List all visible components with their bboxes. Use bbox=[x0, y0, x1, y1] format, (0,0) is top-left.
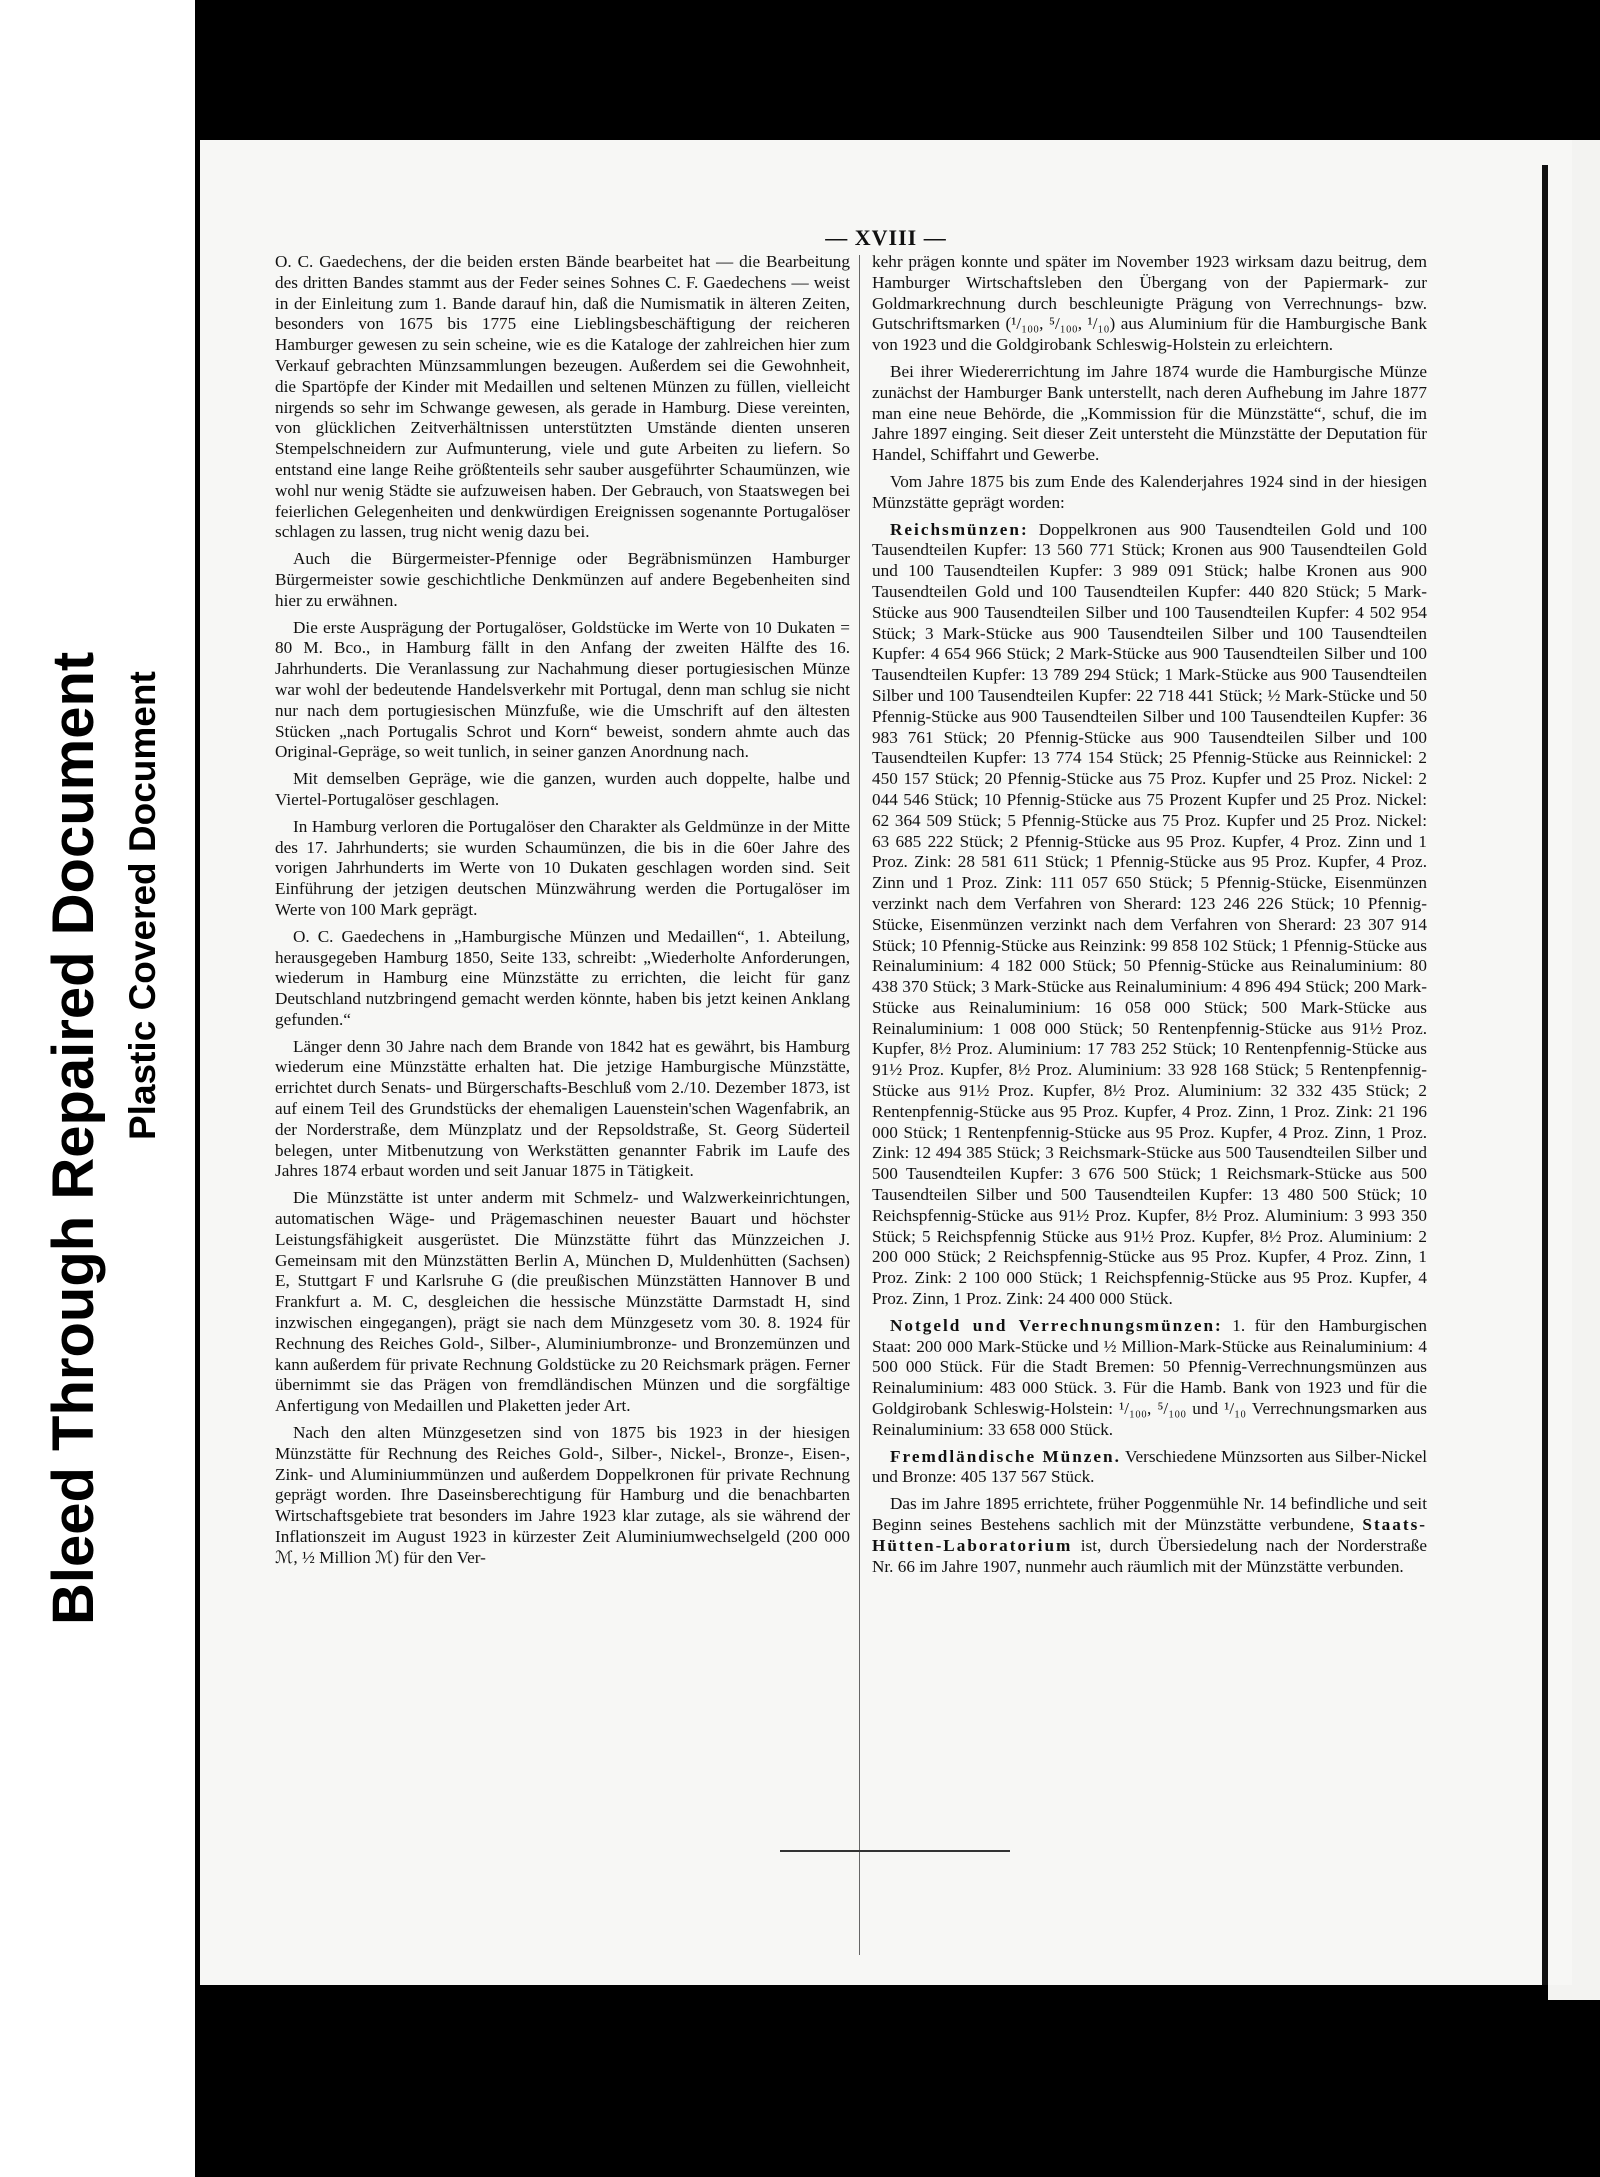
fremd-paragraph bbox=[872, 1447, 1427, 1489]
laboratorium-name: Staats-Hütten-Laboratorium bbox=[872, 1515, 1427, 1555]
paragraph: Vom Jahre 1875 bis zum Ende des Kalenderjahres 1924 sind in der hiesigen Münzstätte geprägt worden: bbox=[872, 471, 1427, 512]
section-heading: Fremdländische Münzen. bbox=[890, 1446, 1121, 1466]
paragraph: Auch die Bürgermeister-Pfennige oder Begräbnismünzen Hamburger Bürgermeister sowie geschichtliche Denkmünzen auf andere Begebenheiten sind hier zu erwähnen. bbox=[275, 549, 850, 610]
section-body: Doppelkronen aus 900 Tausendteilen Gold und 100 Tausendteilen Kupfer: 13 560 771 Stück; Kronen aus 900 Tausendteilen Gold und 100 Tausendteilen Kupfer: 3 989 091 Stück; halbe Kronen aus 900 Tausendteilen Gold und 100 Tausendteilen Kupfer: 440 820 Stück; 5 Mark-Stücke aus 900 Tausendteilen Silber und 100 Tausendteilen Kupfer: 4 502 954 Stück; 3 Mark-Stücke aus 900 Tausendteilen Silber und 100 Tausendteilen Kupfer: 4 654 966 Stück; 2 Mark-Stücke aus 900 Tausendteilen Silber und 100 Tausendteilen Kupfer: 13 789 294 Stück; 1 Mark-Stücke aus 900 Tausendteilen Silber und 100 Tausendteilen Kupfer: 22 718 441 Stück; ½ Mark-Stücke und 50 Pfennig-Stücke aus 900 Tausendteilen Silber und 100 Tausendteilen Kupfer: 36 983 761 Stück; 20 Pfennig-Stücke aus 900 Tausendteilen Silber und 100 Tausendteilen Kupfer: 13 774 154 Stück; 25 Pfennig-Stücke aus Reinnickel: 2 450 157 Stück; 20 Pfennig-Stücke aus 75 Proz. Kupfer und 25 Proz. Nickel: 2 044 546 Stück; 10 Pfennig-Stücke aus 75 Prozent Kupfer und 25 Proz. Nickel: 62 364 509 Stück; 5 Pfennig-Stücke aus 75 Proz. Kupfer und 25 Proz. Nickel: 63 685 222 Stück; 2 Pfennig-Stücke aus 95 Proz. Kupfer, 4 Proz. Zinn und 1 Proz. Zink: 28 581 611 Stück; 1 Pfennig-Stücke aus 95 Proz. Kupfer, 4 Proz. Zinn und 1 Proz. Zink: 111 057 650 Stück; 5 Pfennig-Stücke, Eisenmünzen verzinkt nach dem Verfahren von Sherard: 123 246 226 Stück; 10 Pfennig-Stücke, Eisenmünzen verzinkt nach dem Verfahren von Sherard: 23 307 914 Stück; 10 Pfennig-Stücke aus Reinzink: 99 858 102 Stück; 1 Pfennig-Stücke aus Reinaluminium: 4 182 000 Stück; 50 Pfennig-Stücke aus Reinaluminium: 80 438 370 Stück; 3 Mark-Stücke aus Reinaluminium: 4 896 494 Stück; 200 Mark-Stücke aus Reinaluminium: 16 058 000 Stück; 500 Mark-Stücke aus Reinaluminium: 1 008 000 Stück; 50 Rentenpfennig-Stücke aus 91½ Proz. Kupfer, 8½ Proz. Aluminium: 17 783 252 Stück; 10 Rentenpfennig-Stücke aus 91½ Proz. Kupfer, 8½ Proz. Aluminium: 33 928 168 Stück; 5 Rentenpfennig-Stücke aus 91½ Proz. Kupfer, 8½ Proz. Aluminium: 32 332 435 Stück; 2 Rentenpfennig-Stücke aus 95 Proz. Kupfer, 4 Proz. Zinn, 1 Proz. Zink: 21 196 000 Stück; 1 Rentenpfennig-Stücke aus 95 Proz. Kupfer, 4 Proz. Zinn, 1 Proz. Zink: 12 494 385 Stück; 3 Reichsmark-Stücke aus 500 Tausendteilen Silber und 500 Tausendteilen Kupfer: 3 676 500 Stück; 1 Reichsmark-Stücke aus 500 Tausendteilen Silber und 500 Tausendteilen Kupfer: 13 480 500 Stück; 10 Reichspfennig-Stücke aus 91½ Proz. Kupfer, 8½ Proz. Aluminium: 3 993 350 Stück; 5 Reichspfennig Stücke aus 91½ Proz. Kupfer, 8½ Proz. Aluminium: 2 200 000 Stück; 2 Reichspfennig-Stücke aus 95 Proz. Kupfer, 4 Proz. Zinn, 1 Proz. Zink: 2 100 000 Stück; 1 Reichspfennig-Stücke aus 95 Proz. Kupfer, 4 Proz. Zinn, 1 Proz. Zink: 24 400 000 Stück. bbox=[872, 519, 1427, 1309]
paragraph: Die erste Ausprägung der Portugalöser, Goldstücke im Werte von 10 Dukaten = 80 M. Bco., in Hamburg fällt in den Anfang der zweiten Hälfte des 16. Jahrhunderts. Die Veranlassung zur Nachahmung dieser portugiesischen Münze war wohl der bedeutende Handelsverkehr mit Portugal, denn man schlug sie nicht nur nach dem portugiesischen Münzfuße, wie die Umschrift auf den ältesten Stücken „nach Portugalis Schrot und Korn“ beweist, sondern ahmte auch das Original-Gepräge, so weit tunlich, in seiner ganzen Anordnung nach. bbox=[275, 617, 850, 762]
paragraph: Mit demselben Gepräge, wie die ganzen, wurden auch doppelte, halbe und Viertel-Portugalöser geschlagen. bbox=[275, 769, 850, 809]
tag-label-line2: Plastic Covered Document bbox=[122, 671, 163, 1140]
paragraph: Nach den alten Münzgesetzen sind von 1875 bis 1923 in der hiesigen Münzstätte für Rechnung des Reiches Gold-, Silber-, Nickel-, Bronze-, Eisen-, Zink- und Aluminiummünzen und außerdem Doppelkronen für private Rechnung geprägt worden. Ihre Daseinsberechtigung für Hamburg und die benachbarten Wirtschaftsgebiete trat besonders im Jahre 1923 klar zutage, als sie während der Inflationszeit im August 1923 in kürzester Zeit Aluminiumwechselgeld (200 000 ℳ, ½ Million ℳ) für den Ver- bbox=[275, 1423, 850, 1567]
document-page bbox=[200, 140, 1572, 1985]
bottom-rule bbox=[780, 1850, 1010, 1852]
section-heading: Notgeld und Verrechnungsmünzen: bbox=[890, 1315, 1223, 1335]
text-run: Das im Jahre 1895 errichtete, früher Poggenmühle Nr. 14 befindliche und seit Beginn seines Bestehens sachlich mit der Münzstätte verbundene, bbox=[872, 1494, 1427, 1535]
page-number: — XVIII — bbox=[825, 225, 947, 250]
document-tag-panel bbox=[0, 0, 195, 2177]
column-divider bbox=[859, 255, 860, 1955]
paragraph: Bei ihrer Wiedererrichtung im Jahre 1874 wurde die Hamburgische Münze zunächst der Hamburger Bank unterstellt, nach deren Aufhebung im Jahre 1877 man eine neue Behörde, die „Kommission für die Münzstätte“, schuf, die im Jahre 1897 einging. Seit dieser Zeit untersteht die Münzstätte der Deputation für Handel, Schiffahrt und Gewerbe. bbox=[872, 361, 1427, 465]
laboratorium-paragraph bbox=[872, 1494, 1427, 1577]
section-body: 1. für den Hamburgischen Staat: 200 000 Mark-Stücke und ½ Million-Mark-Stücke aus Reinaluminium: 4 500 000 Stück. Für die Stadt Bremen: 50 Pfennig-Verrechnungsmünzen aus Reinaluminium: 483 000 Stück. 3. Für die Hamb. Bank von 1923 und für die Goldgirobank Schleswig-Holstein: ¹/₁₀₀, ⁵/₁₀₀ und ¹/₁₀ Verrechnungsmarken aus Reinaluminium: 33 658 000 Stück. bbox=[872, 1315, 1428, 1439]
section-body: Verschiedene Münzsorten aus Silber-Nickel und Bronze: 405 137 567 Stück. bbox=[872, 1446, 1427, 1487]
page-edge-shadow bbox=[1542, 165, 1548, 1985]
paragraph: O. C. Gaedechens, der die beiden ersten Bände bearbeitet hat — die Bearbeitung des dritten Bandes stammt aus der Feder seines Sohnes C. F. Gaedechens — weist in der Einleitung zum 1. Bande darauf hin, daß die Numismatik in älteren Zeiten, besonders von 1675 bis 1775 eine Lieblingsbeschäftigung der reicheren Hamburger gewesen zu sein scheine, wie es die Kataloge der zahlreichen hier zum Verkauf gebrachten Münzsammlungen bezeugen. Außerdem sei die Gewohnheit, die Spartöpfe der Kinder mit Medaillen und seltenen Münzen zu füllen, vielleicht nirgends so sehr im Schwange gewesen, als gerade in Hamburg. Diese vereinten, von glücklichen Zeitverhältnissen unterstützten Umstände dienten unseren Stempelschneidern zur Aufmunterung, viele und gute Arbeiten zu liefern. So entstand eine lange Reihe größtenteils sehr sauber ausgeführter Schaumünzen, wie wohl nur wenig Städte sie aufzuweisen haben. Der Gebrauch, von Staatswegen bei feierlichen Gelegenheiten und denkwürdigen Ereignissen sogenannte Portugalöser schlagen zu lassen, trug nicht wenig dazu bei. bbox=[275, 252, 850, 542]
paragraph: Die Münzstätte ist unter anderm mit Schmelz- und Walzwerkeinrichtungen, automatischen Wäge- und Prägemaschinen neuester Bauart und höchster Leistungsfähigkeit ausgerüstet. Die Münzstätte führt das Münzzeichen J. Gemeinsam mit den Münzstätten Berlin A, München D, Muldenhütten (Sachsen) E, Stuttgart F und Karlsruhe G (die preußischen Münzstätten Hannover B und Frankfurt a. M. C, desgleichen die hessische Münzstätte Darmstadt H, sind inzwischen eingegangen), prägt sie nach dem Münzgesetz vom 30. 8. 1924 für Rechnung des Reiches Gold-, Silber-, Aluminiumbronze- und Bronzemünzen und kann außerdem für private Rechnung Goldstücke zu 20 Reichsmark prägen. Ferner übernimmt sie das Prägen von fremdländischen Münzen und die sorgfältige Anfertigung von Medaillen und Plaketten jeder Art. bbox=[275, 1188, 850, 1416]
paragraph: Länger denn 30 Jahre nach dem Brande von 1842 hat es gewährt, bis Hamburg wiederum eine Münzstätte erhalten hat. Die jetzige Hamburgische Münzstätte, errichtet durch Senats- und Bürgerschafts-Beschluß vom 2./10. Dezember 1873, ist auf einem Teil des Grundstücks der ehemaligen Lauenstein'schen Wagenfabrik, an der Norderstraße, dem Münzplatz und der Repsoldstraße, St. Georg Süderteil belegen, unter Mitbenutzung von Werkstätten genannter Fabrik im Laufe des Jahres 1874 erbaut worden und seit Januar 1875 in Tätigkeit. bbox=[275, 1036, 850, 1181]
right-column bbox=[872, 252, 1427, 1583]
tag-label-line1: Bleed Through Repaired Document bbox=[41, 651, 106, 1625]
section-heading: Reichsmünzen: bbox=[890, 519, 1029, 539]
paragraph: In Hamburg verloren die Portugalöser den Charakter als Geldmünze in der Mitte des 17. Jahrhunderts; sie wurden Schaumünzen, die bis in die 60er Jahre des vorigen Jahrhunderts im Werte von 10 Dukaten geschlagen worden sind. Seit Einführung der jetzigen deutschen Münzwährung werden die Portugalöser im Werte von 100 Mark geprägt. bbox=[275, 816, 850, 919]
paragraph: kehr prägen konnte und später im November 1923 wirksam dazu beitrug, dem Hamburger Wirtschaftsleben den Übergang von der Papiermark- zur Goldmarkrechnung durch beschleunigte Prägung von Verrechnungs- bzw. Gutschriftsmarken (¹/₁₀₀, ⁵/₁₀₀, ¹/₁₀) aus Aluminium für die Hamburgische Bank von 1923 und die Goldgirobank Schleswig-Holstein zu erleichtern. bbox=[872, 252, 1427, 355]
reichsmuenzen-paragraph bbox=[872, 520, 1427, 1310]
left-column bbox=[275, 252, 850, 1575]
paragraph: O. C. Gaedechens in „Hamburgische Münzen und Medaillen“, 1. Abteilung, herausgegeben Hamburg 1850, Seite 133, schreibt: „Wiederholte Anforderungen, wiederum in Hamburg eine Münzstätte zu errichten, die leicht für ganz Deutschland nutzbringend gemacht werden könnte, haben bis jetzt keinen Anklang gefunden.“ bbox=[275, 926, 850, 1029]
text-run: ist, durch Übersiedelung nach der Norderstraße Nr. 66 im Jahre 1907, nunmehr auch räumlich mit der Münzstätte verbunden. bbox=[872, 1535, 1427, 1576]
notgeld-paragraph bbox=[872, 1316, 1427, 1441]
